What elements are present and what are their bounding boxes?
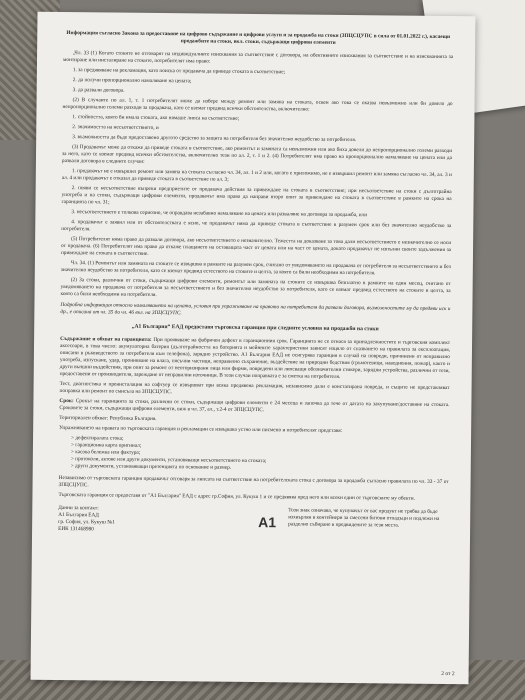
footer [58, 505, 449, 571]
list-item: > касова бележка или фактура; [70, 448, 141, 456]
paragraph: 2. значимостта на несъответствието, и [72, 123, 159, 131]
paragraph: 3. възможността да бъде предоставено другото средство за защита на потребителя без значително неудобство за потребителя. [72, 133, 357, 143]
paragraph: 2. да получи пропорционално намаляване на цената; [72, 77, 192, 85]
recycle-notice: Този знак означава, че купувачът от вас продукт не трябва да бъде изхвърлян в контейнери за смесени битови отпадъци и подлежи на разделно събиране в предвидените за тези места. [288, 506, 440, 529]
contacts-title: Данни за контакт: [58, 504, 99, 511]
warranty-title: „А1 България“ ЕАД предоставя търговска гаранция при следните условия на продажби на стоки [131, 324, 379, 333]
paragraph: „Чл. 33 (1) Когато стоките не отговарят на индивидуалните изисквания за съответствие с договора, на обективните изисквания за съответствие и на изискванията за монтиране или инсталиране на стоките, потребителят има право: [62, 50, 454, 65]
page-number: 2 от 2 [441, 670, 455, 677]
contacts-eik: ЕИК 131468980 [58, 525, 94, 532]
claims-intro: Упражняването на правата по търговската гаранция и рекламации се извършва устно или писмено и потребителят представя: [59, 424, 343, 434]
list-item: > гаранционна карта оригинал; [70, 441, 142, 449]
term-paragraph [59, 398, 449, 416]
paragraph: 1. стойността, която би имала стоката, ако нямаше липса на съответствие; [72, 113, 240, 122]
independence-text: Независимо от търговската гаранция продавачът отговаря за липсата на съответствие на потребителската стока с договора за продажба съгласно правилата по чл. 33 - 37 от ЗПЦСЦУПС. [58, 474, 449, 488]
scope-label: Съдържание и обхват на гаранцията: [60, 335, 152, 343]
paragraph: Чл. 34. (1) Ремонтът или замяната на стоките се извършва в рамките на разумен срок, считано от уведомяването на продавача от потребителя за несъответствието и без значително неудобство за потребителя, като се вземат предвид естеството на стоките и целта, за която са били необходими на потребителя. [60, 259, 451, 276]
detail-note: Подробна информация относно намаляването на цената, условия при упражняване на правото на потребителя да развали договора, възможностите му да предяви иск и др., е описана от чл. 35 до чл. 46 вкл. на ЗПЦСЦУПС. [60, 301, 451, 316]
list-item: > протоколи, актове или други документи, установяващи несъответствието на стоката; [70, 455, 267, 464]
scope-text: При проявяване на фабричен дефект в гаранционния срок. Гаранцията не се отнася за принадлежностите и търговския комплект аксесоари, в това число: акумулаторна батерия (дълготрайността на батерията и мейнните характеристики зависят изцяло от спазването на правилата за експлоатация, описани в ръководството за потребителя към телефона), зарядно устройство. А1 България ЕАД не осигурява гаранция в случай на повреди, причинени от неправилно употреба, изпускане, удар, проникване на влага, пясъчни частици, неправилно съхранение, въздействие на природни бедствия (гръмотевици, наводнения, пожар), както и други външни въздействия, при опит за ремонт от неоторизирани лица или фирми, повредени или липсващи обозначителни стикери, зарядни устройства, различни от тези, предоставени от производителя, зареждане от неправилни източници. В тези случаи поправката е за сметка на потребителя. [59, 336, 451, 380]
a1-logo: A1 [258, 513, 277, 530]
paragraph: (2) За стоки, различни от стоки, съдържащи цифрови елементи, ремонтът или замяната на стоките се извършва безплатно в рамките на един месец, считано от уведомяването на продавача от потребителя за несъответствието и без значително неудобство за потребителя, като се вземат предвид естеството на стоките и целта, за която са били необходими на потребителя. [60, 276, 451, 298]
list-item: > дефектиралата стока; [71, 434, 124, 442]
paragraph: (5) Потребителят няма право да развали договора, ако несъответствието е незначително. Тежестта на доказване за това дали несъответствието е незначително се носи от продавача. (6) Потребителят има право да откаже плащането на оставащата част от цената или на част от цената, докато продавачът не изпълни своите задължения за привеждане на стоката в съответствие. [60, 235, 452, 257]
term-text: Срокът на гаранцията за стоки, различни от стоки, съдържащи цифрови елементи е 24 месеца и започва да тече от датата на закупуване/доставяне на стоката. Сроковете за стоки, съдържащи цифрови елементи, виж в чл. 37, ал., т.2-4 от ЗПЦСЦУПС. [59, 397, 450, 413]
term-label: Срок: [59, 397, 74, 404]
paragraph: 3. да развали договора. [72, 87, 125, 94]
document-page [31, 12, 476, 685]
territory-text: Териториален обхват: Република България. [59, 414, 157, 422]
intro-heading: Информация съгласно Закона за предоставяне на цифрово съдържание и цифрови услуги и за продажба на стоки (ЗПЦСЦУПС в сила от 01.01.2022 г.), касаещи продажбите на стоки, вкл. стоки, съдържащи цифрови елементи [66, 30, 451, 46]
list-item: > други документи, установяващи претенцията по основание и размер. [70, 462, 232, 471]
paragraph: 3. несъответствието е толкова сериозно, че оправдава незабавно намаляване на цената или разваляне на договора за продажба, или [71, 208, 368, 218]
contacts-address: гр. София, ул. Кукуш №1 [58, 518, 115, 526]
paragraph: (3) Продавачът може да откаже да приведе стоката в съответствие, ако ремонтът и замяната са невъзможни или ако биха довели до непропорционално големи разходи за него, като се вземат предвид всички обстоятелства, включително тези по ал. 2, т. 1 и 2. (4) Потребителят има право на пропорционално намаляване на цената или да развали договора в следните случаи: [61, 143, 453, 165]
contacts-company: А1 България ЕАД [58, 511, 99, 518]
guarantor-text: Търговската гаранция се предоставя от "А1 България" ЕАД с адрес гр.София, ул. Кукуш 1 и се предявява пред него или всеки един от търговските му обекти. [58, 491, 415, 502]
claims-list [71, 435, 449, 474]
paragraph: (2) В случаите по ал. 1, т. 1 потребителят може да избере между ремонт или замяна на стоката, освен ако това се оказва невъзможно или би довело до непропорционално големи разходи за продавача, като се вземат предвид всички обстоятелства, включително: [62, 96, 453, 113]
paragraph: 2. появи се несъответствие въпреки предприетите от продавача действия за привеждане на стоката в съответствие; при несъответствие на стоки с дълготрайна употреба и на стоки, съдържащи цифрови елементи, продавачът има право да направи второ опит за привеждане на стоката в съответствие в рамките на срока на гаранцията по чл. 31; [61, 184, 452, 206]
paragraph: 1. за предявяване на рекламация, като поиска от продавача да приведе стоката в съответствие; [72, 67, 286, 76]
paragraph: 4. продавачът е заявил или от обстоятелствата е ясно, че продавачът няма да приведе стоката в съответствие в разумен срок или без значително неудобство за потребителя. [61, 218, 452, 232]
test-paragraph: Тест, диагностика и преинсталация на софтуер се извършват при всяка предявена рекламация, независимо дали е констатирана повреда, и същите не представляват поправка или ремонт по смисъла на ЗПЦСЦУПС. [59, 380, 450, 395]
contacts-block [58, 505, 238, 535]
paragraph: 1. продавачът не е извършил ремонт или замяна на стоката съгласно чл. 34, ал. 1 и 2 или, когато е приложимо, не е извършил ремонт или замяна съгласно чл. 34, ал. 3 и ал. 4 или продавачът е отказал да приведе стоката в съответствие по ал. 3; [61, 167, 452, 183]
scope-paragraph [60, 336, 450, 382]
